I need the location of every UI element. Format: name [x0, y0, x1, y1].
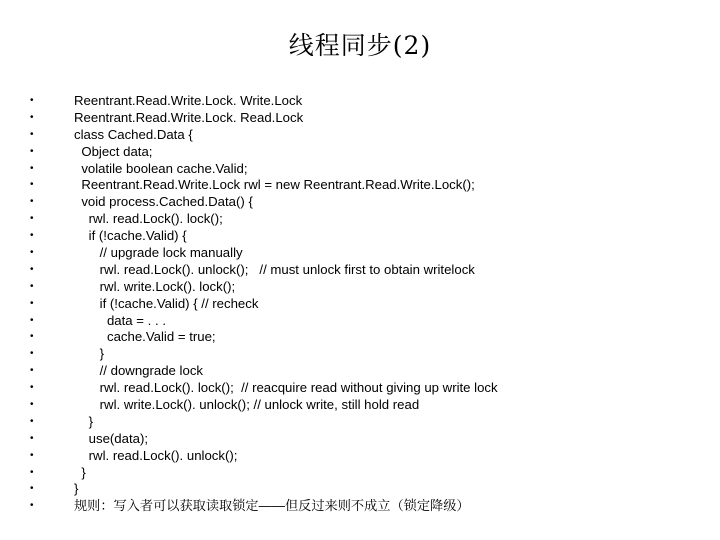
code-line-text: use(data); [74, 430, 149, 446]
code-line-text: rwl. write.Lock(). lock(); [74, 278, 236, 294]
code-line-text: // downgrade lock [74, 363, 204, 379]
bullet-dot-icon: • [30, 297, 34, 309]
code-line-text: 规则：写入者可以获取读取锁定——但反过来则不成立（锁定降级） [74, 498, 470, 514]
code-line-text: void process.Cached.Data() { [74, 194, 253, 210]
bullet-dot-icon: • [30, 449, 34, 461]
code-line-text: Reentrant.Read.Write.Lock. Read.Lock [74, 109, 304, 125]
bullet-dot-icon: • [30, 432, 34, 444]
code-line-text: } [74, 346, 105, 362]
code-line-text: cache.Valid = true; [74, 329, 216, 345]
code-line-text: rwl. read.Lock(). unlock(); // must unlock first to obtain writelock [74, 261, 475, 277]
bullet-dot-icon: • [30, 348, 34, 360]
code-line-text: if (!cache.Valid) { [74, 228, 187, 244]
bullet-dot-icon: • [30, 196, 34, 208]
slide-title: 线程同步(2) [288, 31, 432, 60]
bullet-dot-icon: • [30, 213, 34, 225]
code-line-text: rwl. write.Lock(). unlock(); // unlock write, still hold read [74, 397, 420, 413]
bullet-dot-icon: • [30, 365, 34, 377]
code-line-text: Reentrant.Read.Write.Lock. Write.Lock [74, 93, 303, 108]
code-line-text: class Cached.Data { [74, 126, 193, 142]
code-line-text: } [74, 481, 79, 497]
bullet-dot-icon: • [30, 263, 34, 275]
code-line-text: Reentrant.Read.Write.Lock rwl = new Reentrant.Read.Write.Lock(); [74, 177, 475, 193]
code-line-text: // upgrade lock manually [74, 245, 243, 261]
bullet-dot-icon: • [30, 145, 34, 157]
bullet-dot-icon: • [30, 247, 34, 259]
bullet-dot-icon: • [30, 128, 34, 140]
code-line-text: Object data; [74, 143, 153, 159]
bullet-dot-icon: • [30, 415, 34, 427]
bullet-dot-icon: • [30, 331, 34, 343]
bullet-dot-icon: • [30, 111, 34, 123]
bullet-dot-icon: • [30, 162, 34, 174]
bullet-dot-icon: • [30, 230, 34, 242]
bullet-dot-icon: • [30, 466, 34, 478]
code-line-text: } [74, 464, 86, 480]
code-line-text: rwl. read.Lock(). lock(); // reacquire read without giving up write lock [74, 380, 498, 396]
code-line-text: rwl. read.Lock(). lock(); [74, 211, 223, 227]
code-line-text: rwl. read.Lock(). unlock(); [74, 447, 238, 463]
bullet-dot-icon: • [30, 314, 34, 326]
bullet-dot-icon: • [30, 382, 34, 394]
bullet-dot-icon: • [30, 179, 34, 191]
code-line-text: data = . . . [74, 312, 166, 328]
code-line-text: } [74, 413, 94, 429]
bullet-dot-icon: • [30, 399, 34, 411]
code-line-text: volatile boolean cache.Valid; [74, 160, 248, 176]
code-line-text: if (!cache.Valid) { // recheck [74, 295, 259, 311]
bullet-dot-icon: • [30, 483, 34, 495]
bullet-dot-icon: • [30, 280, 34, 292]
bullet-dot-icon: • [30, 500, 34, 512]
bullet-dot-icon: • [30, 95, 34, 106]
